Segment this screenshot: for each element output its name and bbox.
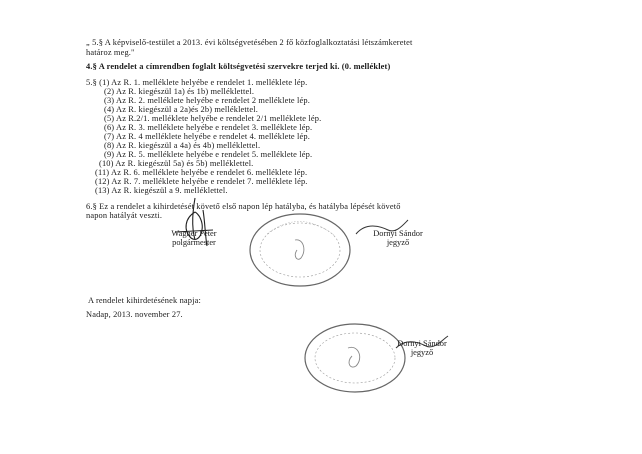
section-6-line-1: 6.§ Ez a rendelet a kihirdetését követő első napon lép hatályba, és hatályba lépését követő [86, 202, 401, 211]
section-5-item: (7) Az R. 4 melléklete helyébe e rendelet 4. melléklete lép. [104, 132, 310, 141]
notary-title-2: jegyző [410, 348, 434, 357]
intro-line-1: „ 5.§ A képviselő-testület a 2013. évi költségvetésében 2 fő közfoglalkoztatási létszámkeretet [86, 38, 413, 47]
notary-name: Dornyi Sándor [373, 229, 423, 238]
section-5-item: (11) Az R. 6. melléklete helyébe e rendelet 6. melléklete lép. [95, 168, 308, 177]
intro-line-2: határoz meg." [86, 48, 135, 57]
mayor-title: polgármester [172, 238, 216, 247]
section-5-item: (13) Az R. kiegészül a 9. melléklettel. [95, 186, 228, 195]
section-5-item: (12) Az R. 7. melléklete helyébe e rendelet 7. melléklete lép. [95, 177, 308, 186]
section-5-item: 5.§ (1) Az R. 1. melléklete helyébe e rendelet 1. melléklete lép. [86, 78, 308, 87]
promulgation-label: A rendelet kihirdetésének napja: [88, 296, 201, 305]
section-6-line-2: napon hatályát veszti. [86, 211, 163, 220]
section-4: 4.§ A rendelet a címrendben foglalt költségvetési szervekre terjed ki. (0. melléklet) [86, 62, 391, 71]
section-5-item: (10) Az R. kiegészül 5a) és 5b) melléklettel. [99, 159, 254, 168]
official-stamp-2 [300, 320, 410, 396]
section-5-item: (4) Az R. kiegészül a 2a)és 2b) melléklettel. [104, 105, 258, 114]
promulgation-place-date: Nadap, 2013. november 27. [86, 310, 183, 319]
notary-title: jegyző [386, 238, 410, 247]
section-5-item: (2) Az R. kiegészül 1a) és 1b) melléklettel. [104, 87, 255, 96]
section-5-item: (3) Az R. 2. melléklete helyébe e rendelet 2 melléklete lép. [104, 96, 310, 105]
section-5-item: (8) Az R. kiegészül a 4a) és 4b) melléklettel. [104, 141, 261, 150]
official-stamp [245, 210, 355, 290]
section-5-item: (6) Az R. 3. melléklete helyébe e rendelet 3. melléklete lép. [104, 123, 313, 132]
notary-name-2: Dornyi Sándor [397, 339, 447, 348]
section-5-item: (5) Az R.2/1. melléklete helyébe e rendelet 2/1 melléklete lép. [104, 114, 322, 123]
mayor-name: Wagner Péter [171, 229, 217, 238]
section-5-item: (9) Az R. 5. melléklete helyébe e rendelet 5. melléklete lép. [104, 150, 313, 159]
